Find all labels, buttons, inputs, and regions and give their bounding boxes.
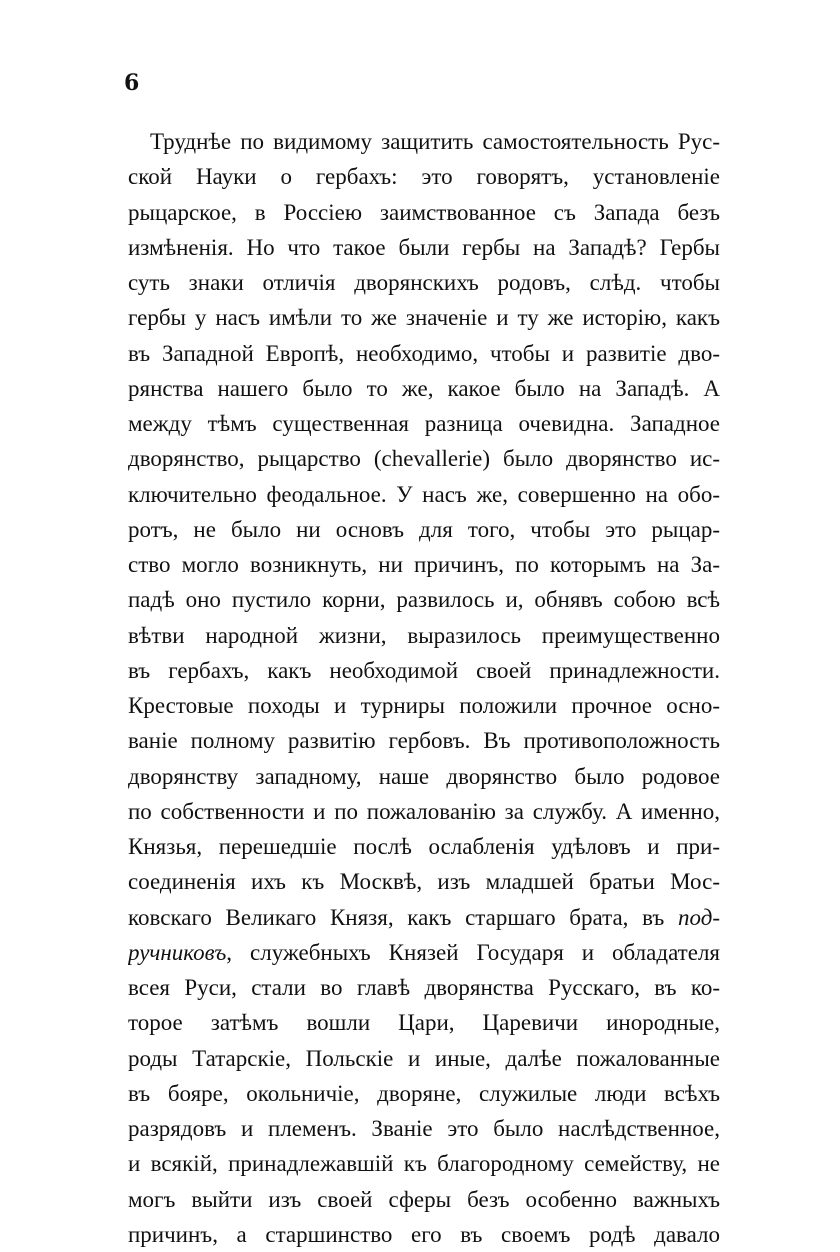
text-line: вѣтви народной жизни, выразилось преимущественно [128,622,720,648]
text-line: суть знаки отличія дворянскихъ родовъ, слѣд. чтобы [128,270,720,295]
text-line: Князья, перешедшіе послѣ ослабленія удѣловъ и при- [128,834,720,859]
body-paragraph [128,124,720,1252]
text-line: всея Руси, стали во главѣ дворянства Русскаго, въ ко- [128,975,720,1000]
text-line-with-italic [128,900,720,935]
text-line: и всякій, принадлежавшій къ благородному семейству, не [128,1151,720,1177]
text-line: Труднѣе по видимому защитить самостоятельность Рус- [150,129,720,154]
text-line: разрядовъ и племенъ. Званіе это было наслѣдственное, [128,1116,720,1141]
text-line-with-italic [128,935,720,970]
text-line: падѣ оно пустило корни, развилось и, обнявъ собою всѣ [128,587,720,613]
text-line: ваніе полному развитію гербовъ. Въ противоположность [128,728,720,754]
text-line: причинъ, а старшинство его въ своемъ родѣ давало [128,1221,720,1247]
text-line: торое затѣмъ вошли Цари, Царевичи инородные, [128,1010,720,1036]
text-line: роды Татарскіе, Польскіе и иные, далѣе пожалованные [128,1045,720,1071]
text-line-segment: ковскаго Великаго Князя, какъ старшаго брата, въ [128,904,665,930]
italic-word: под- [678,904,720,930]
text-line: рянства нашего было то же, какое было на Западѣ. А [128,375,720,401]
text-line: соединенія ихъ къ Москвѣ, изъ младшей братьи Мос- [128,869,720,895]
text-line: измѣненія. Но что такое были гербы на Западѣ? Гербы [128,234,720,260]
text-line: дворянство, рыцарство (chevallerie) было дворянство ис- [128,446,720,472]
text-line: ключительно феодальное. У насъ же, совершенно на обо- [128,481,720,507]
text-line: дворянству западному, наше дворянство было родовое [128,763,720,789]
page-number: 6 [124,70,140,96]
text-line: въ Западной Европѣ, необходимо, чтобы и развитіе дво- [128,340,720,366]
text-line: Крестовые походы и турниры положили прочное осно- [128,693,720,718]
text-line: ской Науки о гербахъ: это говорятъ, установленіе [128,164,720,190]
text-line: по собственности и по пожалованію за службу. А именно, [128,798,720,824]
text-line: могъ выйти изъ своей сферы безъ особенно важныхъ [128,1186,720,1212]
text-line: ство могло возникнуть, ни причинъ, по которымъ на За- [128,552,720,577]
text-line: между тѣмъ существенная разница очевидна. Западное [128,411,720,436]
italic-word: ручниковъ [128,939,227,965]
text-line: рыцарское, в Россіею заимствованное съ Запада безъ [128,199,720,225]
text-line: гербы у насъ имѣли то же значеніе и ту же исторію, какъ [128,305,720,331]
text-line-segment: , служебныхъ Князей Государя и обладателя [226,939,720,965]
text-line: ротъ, не было ни основъ для того, чтобы это рыцар- [128,516,720,542]
text-line: въ гербахъ, какъ необходимой своей принадлежности. [128,657,720,683]
text-line: въ бояре, окольничіе, дворяне, служилые люди всѣхъ [128,1080,720,1106]
